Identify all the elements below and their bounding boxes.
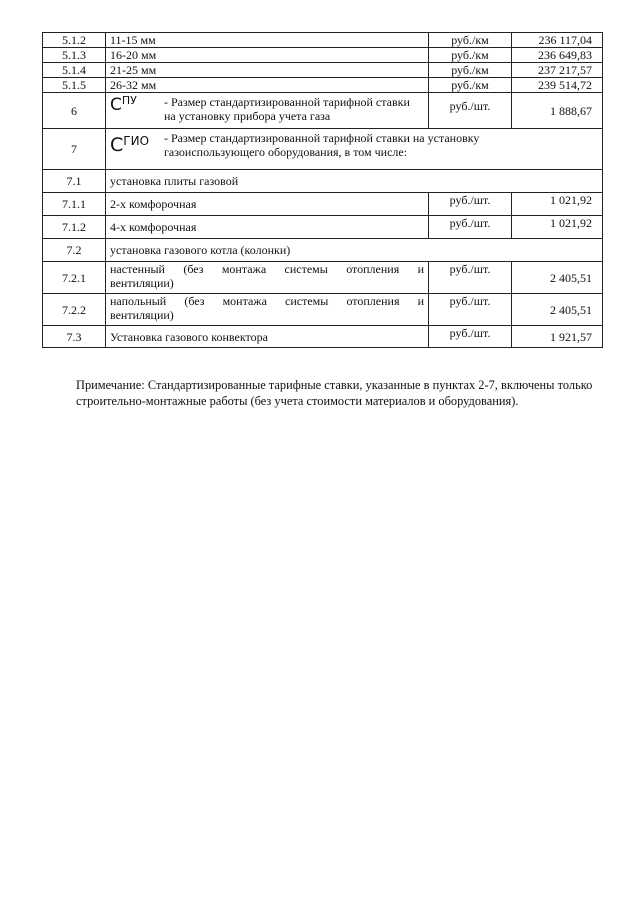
table-row — [43, 262, 603, 294]
table-row — [43, 170, 603, 193]
table-row-7 — [43, 129, 603, 170]
row-unit: руб./шт. — [429, 93, 512, 129]
row-price: 1 021,92 — [512, 216, 603, 239]
row-price: 236 117,04 — [512, 33, 603, 48]
table-row — [43, 78, 603, 93]
row-description: - Размер стандартизированной тарифной ставки на установку прибора учета газа — [164, 95, 410, 123]
table-row — [43, 239, 603, 262]
row-number: 7 — [43, 129, 106, 170]
row-price: 239 514,72 — [512, 78, 603, 93]
row-unit: руб./км — [429, 33, 512, 48]
table-row-6 — [43, 93, 603, 129]
row-price: 1 921,57 — [512, 326, 603, 348]
table-row — [43, 294, 603, 326]
row-name: 11-15 мм — [106, 33, 429, 48]
row-unit: руб./км — [429, 63, 512, 78]
row-price: 2 405,51 — [512, 262, 603, 294]
row-number: 5.1.5 — [43, 78, 106, 93]
table-row — [43, 326, 603, 348]
row-price: 1 888,67 — [512, 93, 603, 129]
row-number: 7.1 — [43, 170, 106, 193]
row-name: 4-х комфорочная — [106, 216, 429, 239]
row-number: 5.1.3 — [43, 48, 106, 63]
row-name — [106, 93, 429, 129]
row-name: 16-20 мм — [106, 48, 429, 63]
row-name: напольный (без монтажа системы отопления и вентиляции) — [106, 294, 429, 326]
tariff-symbol: $C^{ГИО}$ — [110, 134, 150, 156]
row-name: 26-32 мм — [106, 78, 429, 93]
row-description: - Размер стандартизированной тарифной ставки на установку газоиспользующего оборудования, в том числе: — [164, 131, 480, 159]
footnote-text: Примечание: Стандартизированные тарифные ставки, указанные в пунктах 2-7, включены только строительно-монтажные работы (без учета стоимости материалов и оборудования). — [76, 378, 593, 408]
row-unit: руб./шт. — [429, 193, 512, 216]
row-number: 7.2.2 — [43, 294, 106, 326]
row-name: настенный (без монтажа системы отопления и вентиляции) — [106, 262, 429, 294]
row-number: 7.3 — [43, 326, 106, 348]
row-price: 2 405,51 — [512, 294, 603, 326]
row-name: 2-х комфорочная — [106, 193, 429, 216]
row-name: установка газового котла (колонки) — [106, 239, 603, 262]
row-number: 7.1.1 — [43, 193, 106, 216]
row-number: 5.1.4 — [43, 63, 106, 78]
table-row — [43, 216, 603, 239]
row-unit: руб./шт. — [429, 294, 512, 326]
row-name — [106, 129, 603, 170]
row-number: 7.2.1 — [43, 262, 106, 294]
tariff-table — [42, 32, 603, 348]
row-unit: руб./км — [429, 78, 512, 93]
table-row — [43, 63, 603, 78]
row-name: Установка газового конвектора — [106, 326, 429, 348]
row-name: 21-25 мм — [106, 63, 429, 78]
row-price: 1 021,92 — [512, 193, 603, 216]
footnote — [76, 377, 606, 409]
row-number: 7.2 — [43, 239, 106, 262]
tariff-symbol: $C^{ПУ}$ — [110, 94, 137, 115]
row-price: 236 649,83 — [512, 48, 603, 63]
table-row — [43, 48, 603, 63]
row-name: установка плиты газовой — [106, 170, 603, 193]
table-row — [43, 33, 603, 48]
row-number: 6 — [43, 93, 106, 129]
row-unit: руб./шт. — [429, 262, 512, 294]
row-number: 7.1.2 — [43, 216, 106, 239]
table-row — [43, 193, 603, 216]
row-unit: руб./шт. — [429, 216, 512, 239]
row-number: 5.1.2 — [43, 33, 106, 48]
row-unit: руб./шт. — [429, 326, 512, 348]
row-unit: руб./км — [429, 48, 512, 63]
row-price: 237 217,57 — [512, 63, 603, 78]
